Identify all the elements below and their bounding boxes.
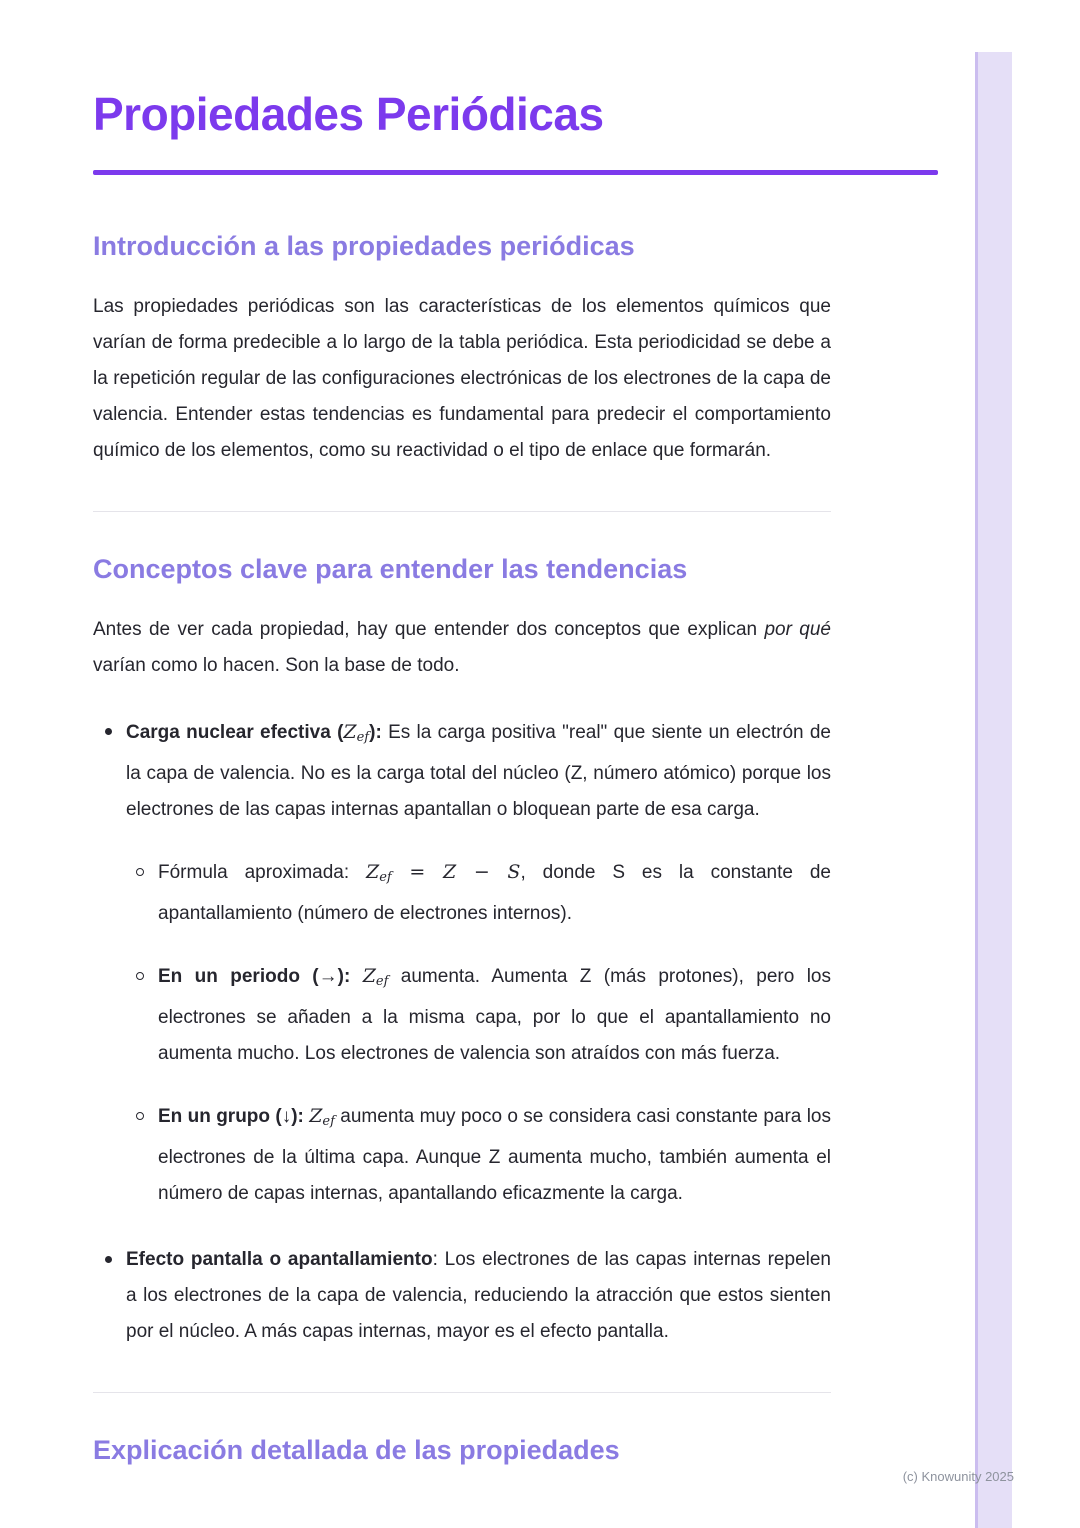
introduccion-paragraph: Las propiedades periódicas son las características de los elementos químicos que varían de forma predecible a lo largo de la tabla periódica. Esta periodicidad se debe a la repetición regular de las configuraciones electrónicas de los electrones de la capa de valencia. Entender estas tendencias es fundamental para predecir el comportamiento químico de los elementos, como su reactividad o el tipo de enlace que formarán. — [93, 296, 831, 461]
bullet-icon — [105, 728, 112, 735]
text-run: Z — [309, 1105, 323, 1127]
text-run: S — [507, 861, 521, 883]
section-heading-introduccion: Introducción a las propiedades periódicas — [93, 231, 635, 261]
section-heading-conceptos: Conceptos clave para entender las tendencias — [93, 554, 688, 584]
text-run: Z — [343, 721, 357, 743]
text-run: Carga nuclear efectiva ( — [126, 722, 344, 743]
list-item-text — [158, 854, 831, 932]
text-run: aumenta. Aumenta Z (más protones), pero los electrones se añaden a la misma capa, por lo que el apantallamiento no aumenta mucho. Los electrones de valencia son atraídos con más fuerza. — [158, 966, 832, 1064]
text-run — [350, 966, 362, 987]
text-run: , donde S es la constante de apantallamiento (número de electrones internos). — [158, 862, 831, 924]
sublist-item-grupo — [93, 1098, 831, 1212]
bullet-marker — [136, 958, 158, 1072]
circle-bullet-icon — [136, 1112, 144, 1120]
conceptos-intro-paragraph — [93, 612, 831, 684]
list-item-text — [158, 1098, 831, 1212]
list-item-efecto-pantalla — [93, 1242, 831, 1350]
bullet-marker — [105, 1242, 126, 1350]
section-heading-explicacion: Explicación detallada de las propiedades — [93, 1435, 620, 1465]
sublist-item-periodo — [93, 958, 831, 1072]
section-divider — [93, 1392, 831, 1393]
bullet-marker — [136, 854, 158, 932]
bullet-marker — [136, 1098, 158, 1212]
text-run: En un grupo (↓): — [158, 1106, 304, 1127]
footer-credit: (c) Knowunity 2025 — [902, 1469, 1014, 1484]
text-run: = — [391, 861, 443, 883]
text-run: Z — [366, 861, 380, 883]
text-run: En un periodo (→): — [158, 966, 351, 987]
text-run: aumenta muy poco o se considera casi constante para los electrones de la última capa. Aunque Z aumenta mucho, también aumenta el número de capas internas, apantallando eficazmente la carga. — [158, 1106, 831, 1204]
concept-list — [93, 714, 831, 1350]
side-accent-bar — [975, 52, 1012, 1528]
text-run: ): — [369, 722, 382, 743]
document-content — [93, 88, 938, 1467]
text-run: Z — [362, 965, 376, 987]
bullet-marker — [105, 714, 126, 828]
text-run: varían como lo hacen. Son la base de todo. — [93, 655, 460, 676]
sublist-item-formula — [93, 854, 831, 932]
text-run: : Los electrones de las capas internas repelen a los electrones de la capa de valencia, reduciendo la atracción que estos sienten por el núcleo. A más capas internas, mayor es el efecto pantalla. — [126, 1249, 831, 1342]
circle-bullet-icon — [136, 868, 144, 876]
title-rule — [93, 170, 938, 175]
text-run: − — [456, 861, 508, 883]
text-run: Z — [442, 861, 457, 883]
text-run: ef — [375, 974, 389, 989]
list-item-text — [126, 1242, 831, 1350]
text-run: ef — [322, 1114, 335, 1129]
text-run: ef — [379, 870, 392, 885]
text-run: ef — [356, 730, 370, 745]
text-run: por qué — [764, 619, 831, 640]
section-divider — [93, 511, 831, 512]
text-run: Antes de ver cada propiedad, hay que entender dos conceptos que explican — [93, 619, 765, 640]
circle-bullet-icon — [136, 972, 144, 980]
list-item-text — [158, 958, 831, 1072]
text-run: Fórmula aproximada: — [158, 862, 367, 883]
bullet-icon — [105, 1256, 112, 1263]
text-run: Efecto pantalla o apantallamiento — [126, 1249, 433, 1270]
list-item-text — [126, 714, 831, 828]
text-run: Es la carga positiva "real" que siente un electrón de la capa de valencia. No es la carga total del núcleo (Z, número atómico) porque los electrones de las capas internas apantallan o bloquean parte de esa carga. — [126, 722, 831, 820]
page-title: Propiedades Periódicas — [93, 88, 604, 140]
list-item-carga-nuclear — [93, 714, 831, 828]
